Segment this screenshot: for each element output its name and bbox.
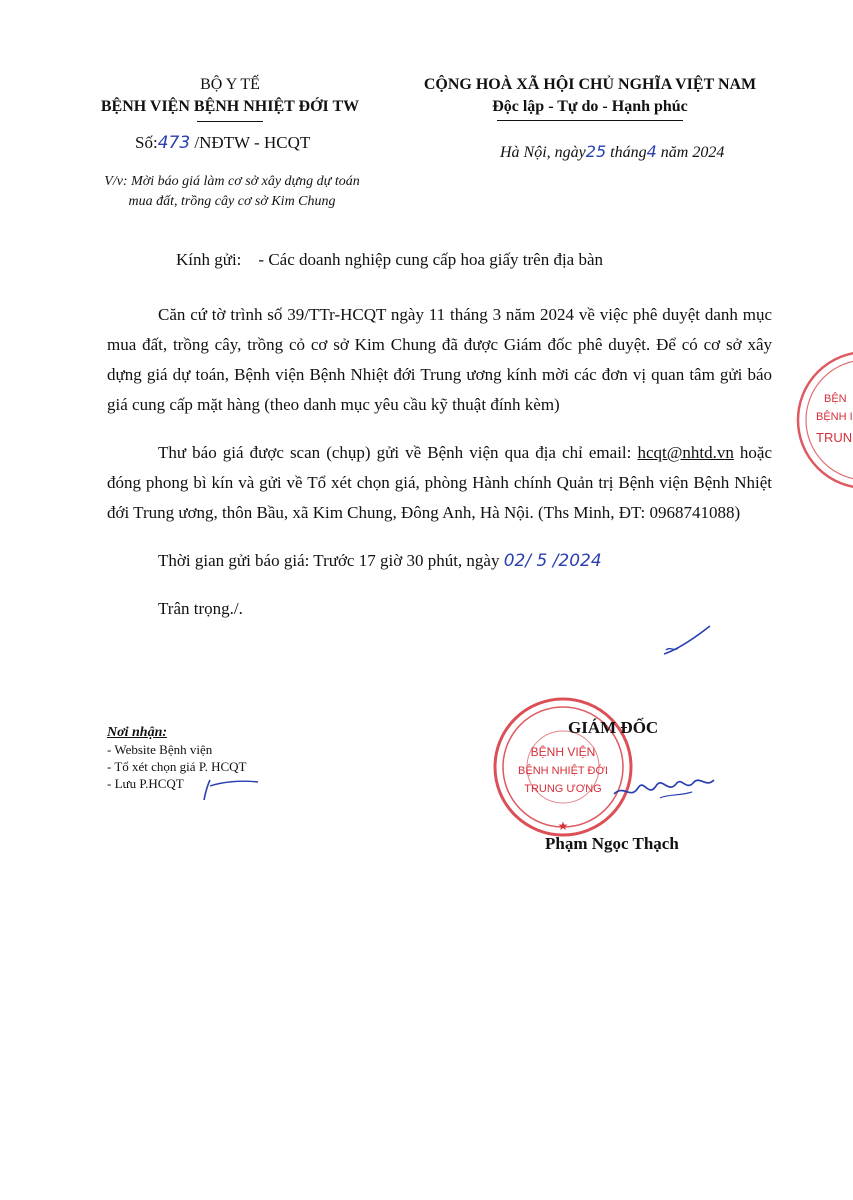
date-day-handwritten: 25	[585, 142, 607, 161]
date-year: năm 2024	[660, 144, 725, 161]
salutation-label: Kính gửi:	[176, 250, 242, 269]
submission-text-end: hoặc đóng phong bì kín và gửi về Tổ xét chọn giá, phòng Hành chính Quản trị Bệnh viện Bệnh Nhiệt đới Trung ương, thôn Bầu, xã Kim Chung, Đông Anh, Hà Nội. (Ths Minh, ĐT: 0968741088)	[107, 443, 773, 522]
stamp-line-3: TRUNG ƯƠNG	[524, 783, 602, 795]
country-name: CỘNG HOÀ XÃ HỘI CHỦ NGHĨA VIỆT NAM	[423, 76, 757, 93]
deadline-handwritten: 02/ 5 /2024	[503, 551, 602, 571]
stamp-line-2: BỆNH NHIỆT ĐỚI	[518, 765, 608, 777]
director-name: Phạm Ngọc Thạch	[545, 834, 679, 853]
recipient-item: - Tổ xét chọn giá P. HCQT	[107, 759, 247, 774]
number-prefix: Số:	[135, 133, 158, 152]
recipient-item: - Website Bệnh viện	[107, 742, 213, 757]
paragraph-deadline	[107, 546, 772, 576]
subject-line-1: V/v: Mời báo giá làm cơ sở xây dựng dự toán	[104, 174, 360, 189]
motto-underline	[497, 120, 683, 121]
stamp-line-1: BỆNH VIỆN	[530, 745, 596, 759]
subject	[62, 172, 402, 212]
recipient-item: - Lưu P.HCQT	[107, 776, 184, 791]
director-title: GIÁM ĐỐC	[568, 718, 659, 737]
initial-flourish-recipients	[200, 776, 262, 804]
email-link[interactable]: hcqt@nhtd.vn	[637, 443, 734, 462]
national-header	[405, 74, 775, 118]
date-line	[500, 142, 724, 162]
document-number	[135, 133, 310, 153]
ministry-name: BỘ Y TẾ	[200, 76, 260, 93]
submission-text-start: Thư báo giá được scan (chụp) gửi về Bệnh viện qua địa chỉ email:	[158, 443, 632, 462]
initial-flourish-deadline	[662, 620, 714, 660]
header-underline	[197, 121, 263, 122]
number-suffix: /NĐTW - HCQT	[194, 133, 311, 152]
letter-body	[107, 300, 772, 624]
date-prefix: Hà Nội, ngày	[500, 144, 586, 161]
edge-stamp-text-1: BỆN	[824, 393, 847, 405]
edge-stamp-text-3: TRUN	[816, 430, 853, 445]
national-motto: Độc lập - Tự do - Hạnh phúc	[492, 98, 688, 115]
salutation-recipient: - Các doanh nghiệp cung cấp hoa giấy trên địa bàn	[258, 250, 604, 269]
edge-stamp-partial	[786, 350, 853, 490]
date-month-label: tháng	[610, 144, 647, 161]
edge-stamp-text-2: BỆNH I	[816, 411, 853, 423]
paragraph-basis: Căn cứ tờ trình số 39/TTr-HCQT ngày 11 tháng 3 năm 2024 về việc phê duyệt danh mục mua đất, trồng cây, trồng cỏ cơ sở Kim Chung đã được Giám đốc phê duyệt. Để có cơ sở xây dựng giá dự toán, Bệnh viện Bệnh Nhiệt đới Trung ương kính mời các đơn vị quan tâm gửi báo giá cung cấp mặt hàng (theo danh mục yêu cầu kỹ thuật đính kèm)	[107, 305, 772, 414]
number-handwritten: 473	[157, 133, 191, 153]
salutation	[176, 250, 603, 270]
paragraph-submission	[107, 438, 772, 528]
hospital-name: BỆNH VIỆN BỆNH NHIỆT ĐỚI TW	[100, 98, 360, 115]
date-month-handwritten: 4	[646, 142, 657, 161]
recipients-title: Nơi nhận:	[107, 725, 168, 740]
paragraph-closing: Trân trọng./.	[158, 599, 243, 618]
agency-header	[60, 74, 400, 118]
subject-line-2: mua đất, trồng cây cơ sở Kim Chung	[128, 194, 336, 209]
deadline-text: Thời gian gửi báo giá: Trước 17 giờ 30 phút, ngày	[158, 551, 500, 570]
handwritten-signature	[610, 764, 720, 812]
stamp-star-icon: ★	[557, 819, 569, 833]
